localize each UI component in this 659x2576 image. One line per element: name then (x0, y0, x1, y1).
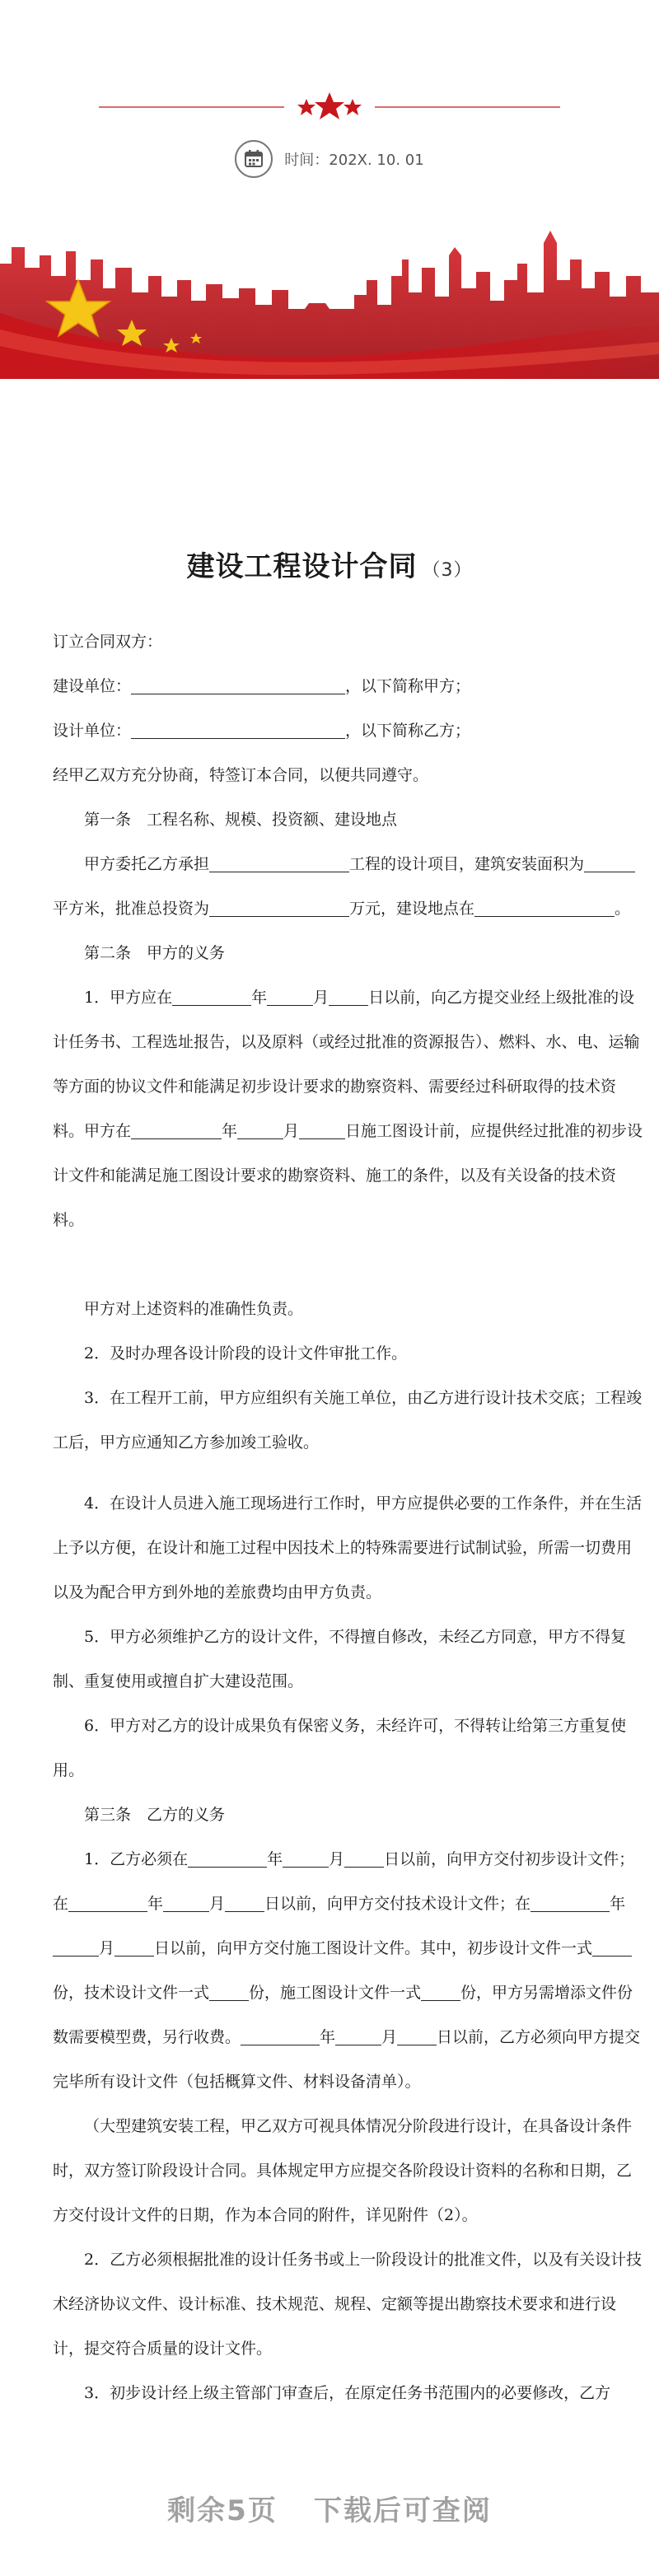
article-2-item-3: 3．在工程开工前，甲方应组织有关施工单位，由乙方进行设计技术交底；工程竣工后，甲方应通知乙方参加竣工验收。 (53, 1389, 643, 1452)
remaining-pages-notice[interactable] (0, 2488, 659, 2528)
document-title (0, 544, 659, 584)
star-left-icon (297, 99, 315, 115)
parties-heading: 订立合同双方： (53, 633, 163, 651)
blank-field (131, 676, 345, 694)
title-number: （3） (422, 560, 473, 581)
article-3-item-2: 2．乙方必须根据批准的设计任务书或上一阶段设计的批准文件，以及有关设计技术经济协议文件、设计标准、技术规范、规程、定额等提出勘察技术要求和进行设计，提交符合质量的设计文件。 (53, 2251, 643, 2358)
title-text: 建设工程设计合同 (186, 550, 418, 583)
fade-overlay (0, 2414, 659, 2471)
article-2-item-2: 2．及时办理各设计阶段的设计文件审批工作。 (84, 1344, 408, 1363)
article-1-heading: 第一条 工程名称、规模、投资额、建设地点 (84, 811, 398, 829)
calendar-icon (235, 140, 273, 178)
publish-date: 时间：202X. 10. 01 (284, 152, 424, 169)
article-3-heading: 第三条 乙方的义务 (84, 1806, 226, 1824)
article-2-heading: 第二条 甲方的义务 (84, 944, 226, 962)
article-2-item-6: 6．甲方对乙方的设计成果负有保密义务，未经许可，不得转让给第三方重复使用。 (53, 1717, 627, 1779)
blank-field (131, 721, 345, 739)
article-2-item-5: 5．甲方必须维护乙方的设计文件，不得擅自修改，未经乙方同意，甲方不得复制、重复使用或擅自扩大建设范围。 (53, 1628, 627, 1690)
article-2-item-4: 4．在设计人员进入施工现场进行工作时，甲方应提供必要的工作条件，并在生活上予以方便，在设计和施工过程中因技术上的特殊需要进行试制试验，所需一切费用以及为配合甲方到外地的差旅费均由甲方负责。 (53, 1494, 643, 1601)
download-to-read-text[interactable]: 下载后可查阅 (313, 2494, 492, 2527)
article-2-responsibility: 甲方对上述资料的准确性负责。 (84, 1300, 304, 1318)
article-3-item-3: 3．初步设计经上级主管部门审查后，在原定任务书范围内的必要修改，乙方 (84, 2384, 611, 2402)
skyline-banner (0, 231, 659, 379)
party-a-line: 建设单位： ，以下简称甲方； (53, 677, 471, 695)
document-body (53, 619, 646, 2415)
date-line (0, 140, 659, 178)
article-1-paragraph: 甲方委托乙方承担 工程的设计项目，建筑安装面积为平方米，批准总投资为 万元，建设地点在 。 (53, 842, 646, 931)
party-b-line: 设计单位： ，以下简称乙方； (53, 722, 471, 740)
article-3-note: （大型建筑安装工程，甲乙双方可视具体情况分阶段进行设计，在具备设计条件时，双方签订阶段设计合同。具体规定甲方应提交各阶段设计资料的名称和日期，乙方交付设计文件的日期，作为本合同的附件，详见附件（2）。 (53, 2117, 633, 2224)
remaining-pages-text[interactable]: 剩余5页 (167, 2494, 278, 2527)
article-3-item-1: 1．乙方必须在 年 月 日以前，向甲方交付初步设计文件；在 年 月 日以前，向甲方交付技术设计文件；在 年月 日以前，向甲方交付施工图设计文件。其中，初步设计文件一式份，技术设计文件一式 份，施工图设计文件一式 份，甲方另需增添文件份数需要模型费，另行收费。 年 月 日以前，乙方必须向甲方提交完毕所有设计文件（包括概算文件、材料设备清单）。 (53, 1850, 641, 2091)
article-2-item-1: 1．甲方应在 年 月 日以前，向乙方提交业经上级批准的设计任务书、工程选址报告，以及原料（或经过批准的资源报告）、燃料、水、电、运输等方面的协议文件和能满足初步设计要求的勘察资料、需要经过科研取得的技术资料。甲方在 年 月 日施工图设计前，应提供经过批准的初步设计文件和能满足施工图设计要求的勘察资料、施工的条件，以及有关设备的技术资料。 (53, 989, 643, 1229)
star-right-icon (344, 99, 362, 115)
intro-paragraph: 经甲乙双方充分协商，特签订本合同，以便共同遵守。 (53, 766, 429, 784)
star-center-icon (315, 92, 344, 119)
